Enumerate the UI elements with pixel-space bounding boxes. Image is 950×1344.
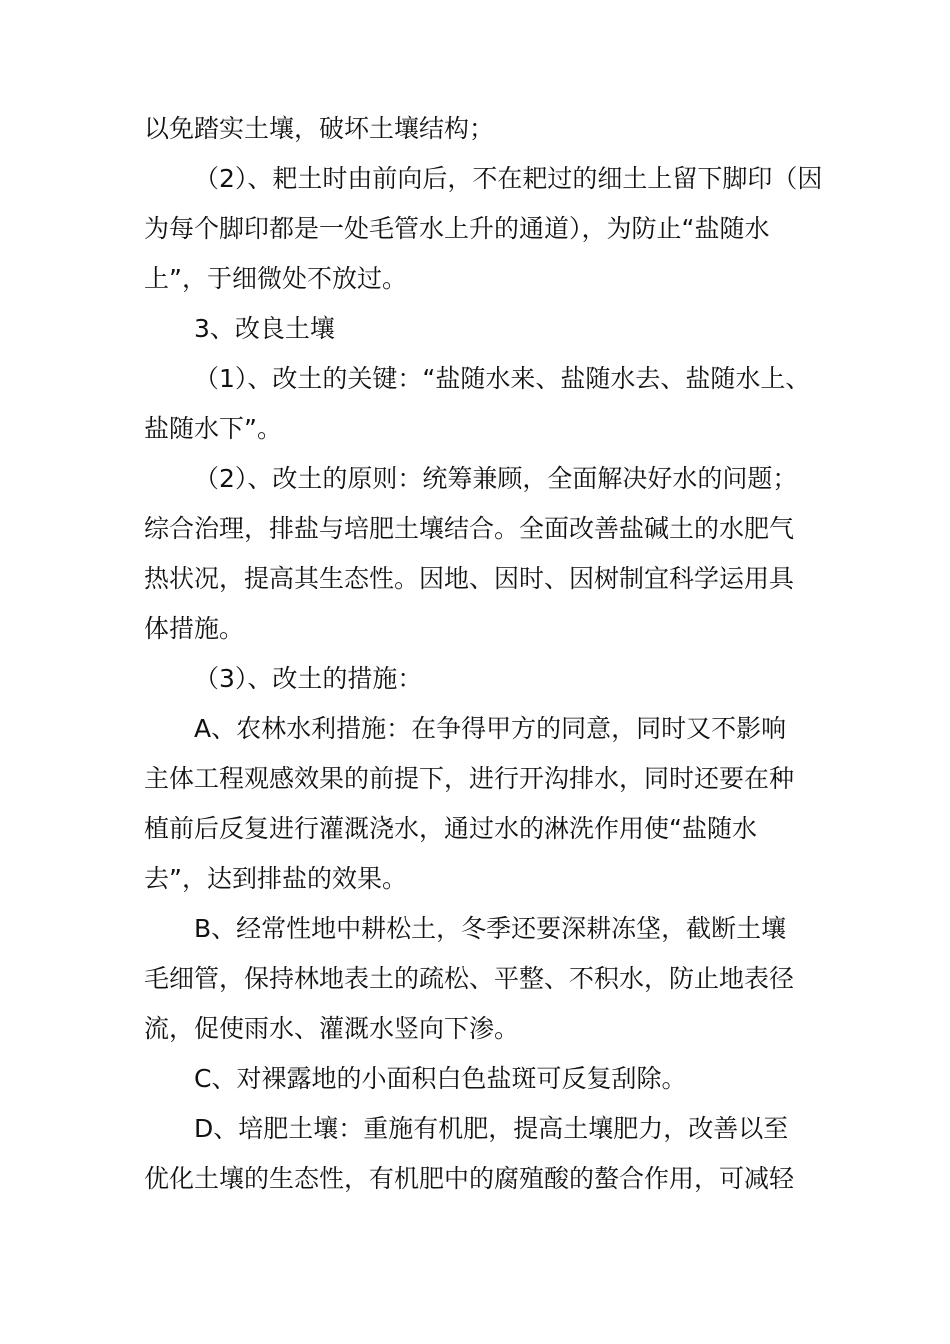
text-line: B、经常性地中耕松土，冬季还要深耕冻垡，截断土壤 bbox=[194, 914, 787, 943]
text-line: 盐随水下”。 bbox=[144, 414, 282, 443]
text-line: 植前后反复进行灌溉浇水，通过水的淋洗作用使“盐随水 bbox=[144, 814, 757, 843]
text-line: 体措施。 bbox=[144, 614, 245, 643]
paragraph-measure-d bbox=[144, 1104, 816, 1204]
text-line: 3、改良土壤 bbox=[194, 314, 335, 343]
paragraph-key-point bbox=[144, 354, 816, 454]
text-line: A、农林水利措施：在争得甲方的同意，同时又不影响 bbox=[194, 714, 787, 743]
text-line: 优化土壤的生态性，有机肥中的腐殖酸的螯合作用，可减轻 bbox=[144, 1164, 795, 1193]
paragraph-measure-a bbox=[144, 704, 816, 904]
paragraph-2 bbox=[144, 154, 823, 304]
text-line: 毛细管，保持林地表土的疏松、平整、不积水，防止地表径 bbox=[144, 964, 795, 993]
paragraph-measures-heading bbox=[144, 654, 816, 704]
text-line: 上”，于细微处不放过。 bbox=[144, 264, 407, 293]
text-line: （1）、改土的关键：“盐随水来、盐随水去、盐随水上、 bbox=[194, 364, 811, 393]
paragraph-measure-c bbox=[144, 1054, 816, 1104]
paragraph-principle bbox=[144, 454, 816, 654]
text-line: 去”，达到排盐的效果。 bbox=[144, 864, 407, 893]
text-line: 热状况，提高其生态性。因地、因时、因树制宜科学运用具 bbox=[144, 564, 795, 593]
text-line: 主体工程观感效果的前提下，进行开沟排水，同时还要在种 bbox=[144, 764, 795, 793]
section-heading bbox=[144, 304, 816, 354]
text-line: 为每个脚印都是一处毛管水上升的通道），为防止“盐随水 bbox=[144, 214, 770, 243]
text-line: D、培肥土壤：重施有机肥，提高土壤肥力，改善以至 bbox=[194, 1114, 789, 1143]
paragraph-1 bbox=[144, 104, 816, 154]
paragraph-measure-b bbox=[144, 904, 816, 1054]
text-line: 流，促使雨水、灌溉水竖向下渗。 bbox=[144, 1014, 520, 1043]
text-line: （2）、改土的原则：统筹兼顾，全面解决好水的问题； bbox=[194, 464, 798, 493]
text-line: （2）、耙土时由前向后，不在耙过的细土上留下脚印（因 bbox=[194, 164, 823, 193]
text-line: 以免踏实土壤，破坏土壤结构； bbox=[144, 114, 495, 143]
text-line: C、对裸露地的小面积白色盐斑可反复刮除。 bbox=[194, 1064, 687, 1093]
text-line: （3）、改土的措施： bbox=[194, 664, 423, 693]
text-line: 综合治理，排盐与培肥土壤结合。全面改善盐碱土的水肥气 bbox=[144, 514, 795, 543]
document-body bbox=[144, 104, 823, 1204]
